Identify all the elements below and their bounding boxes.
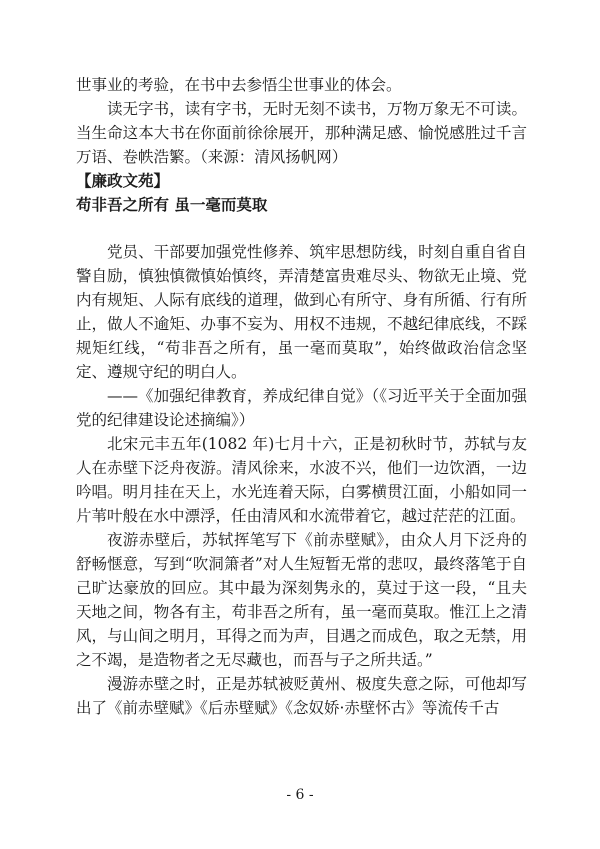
article-paragraph: 夜游赤壁后，苏轼挥笔写下《前赤壁赋》，由众人月下泛舟的舒畅惬意，写到“吹洞箫者”对人生短暂无常的悲叹，最终落笔于自己旷达豪放的回应。其中最为深刻隽永的，莫过于这一段，“且夫天地之间，物各有主，苟非吾之所有，虽一毫而莫取。惟江上之清风，与山间之明月，耳得之而为声，目遇之而成色，取之无禁，用之不竭，是造物者之无尽藏也，而吾与子之所共适。” (76, 531, 527, 669)
article-attribution-paragraph: ——《加强纪律教育，养成纪律自觉》（《习近平关于全面加强党的纪律建设论述摘编》） (76, 387, 527, 429)
article-title: 苟非吾之所有 虽一毫而莫取 (76, 195, 268, 214)
document-content (76, 73, 527, 720)
page-number: - 6 - (286, 787, 314, 803)
article-paragraph: 漫游赤壁之时，正是苏轼被贬黄州、极度失意之际，可他却写出了《前赤壁赋》《后赤壁赋》《念奴娇·赤壁怀古》等流传千古 (76, 675, 527, 717)
article-paragraph: 党员、干部要加强党性修养、筑牢思想防线，时刻自重自省自警自励，慎独慎微慎始慎终，弄清楚富贵难尽头、物欲无止境、党内有规矩、人际有底线的道理，做到心有所守、身有所循、行有所止，做人不逾矩、办事不妄为、用权不违规，不越纪律底线，不踩规矩红线，“苟非吾之所有，虽一毫而莫取”，始终做政治信念坚定、遵规守纪的明白人。 (76, 243, 527, 381)
continuation-paragraph: 世事业的考验，在书中去参悟尘世事业的体会。 (76, 76, 402, 94)
section-header: 【廉政文苑】 (76, 171, 170, 190)
intro-closing-paragraph: 读无字书，读有字书，无时无刻不读书，万物万象无不可读。当生命这本大书在你面前徐徐展开，那种满足感、愉悦感胜过千言万语、卷帙浩繁。（来源：清风扬帆网） (76, 100, 527, 166)
article-paragraph: 北宋元丰五年(1082 年)七月十六，正是初秋时节，苏轼与友人在赤壁下泛舟夜游。清风徐来，水波不兴，他们一边饮酒，一边吟唱。明月挂在天上，水光连着天际，白雾横贯江面，小船如同一片苇叶般在水中漂浮，任由清风和水流带着它，越过茫茫的江面。 (76, 435, 527, 525)
article-body (76, 240, 527, 720)
